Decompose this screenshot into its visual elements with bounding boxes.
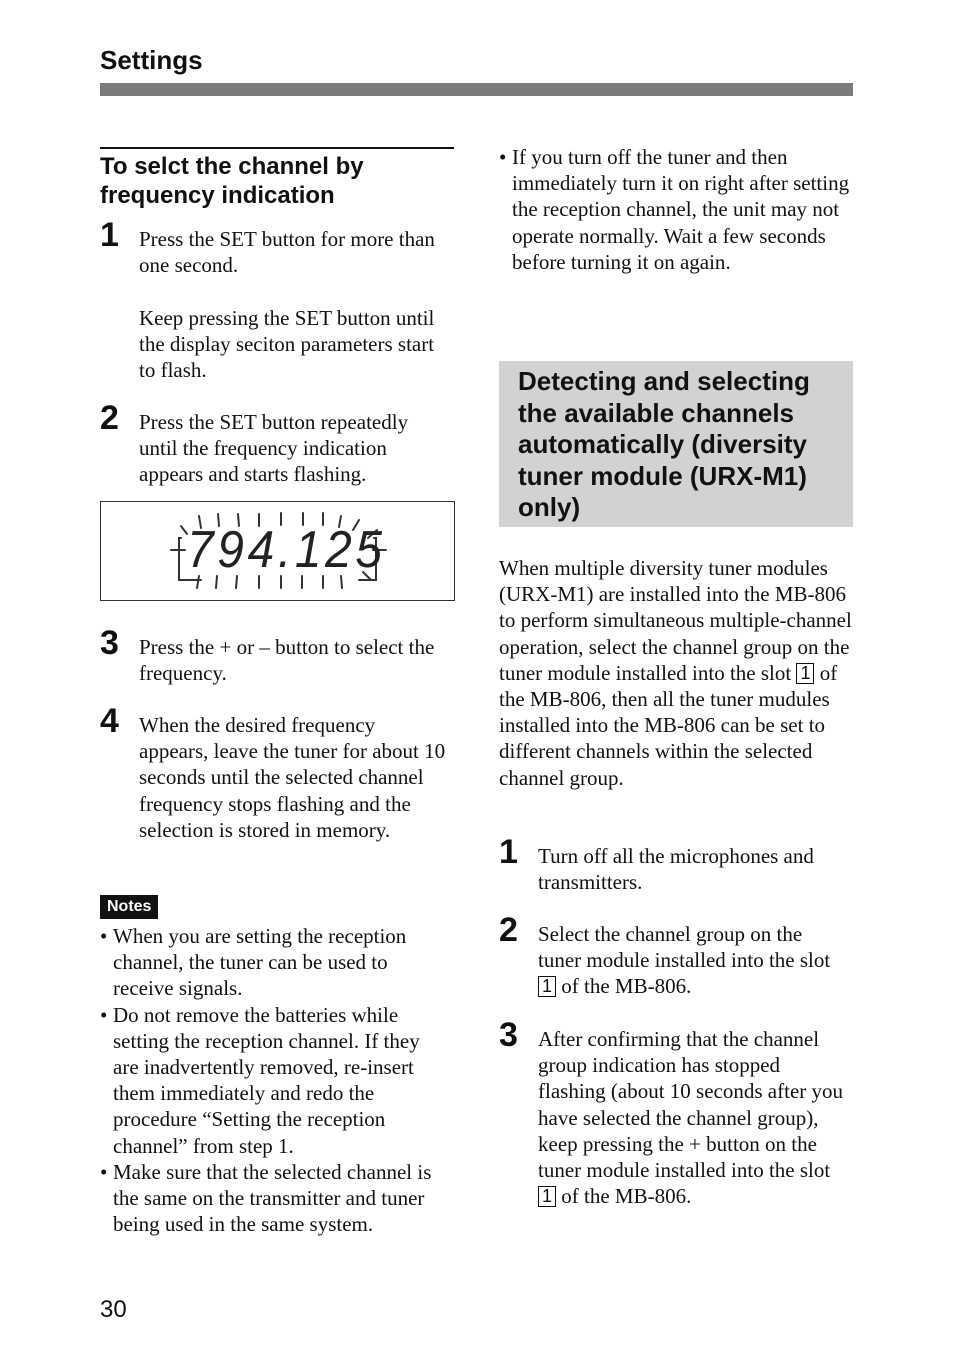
- step-text: [139, 226, 449, 383]
- step-number: 4: [100, 702, 119, 740]
- section-heading: Detecting and selecting the available channels automatically (diversity tuner module (URX-M1) only): [518, 366, 810, 522]
- step-instruction: of the MB-806.: [561, 1184, 692, 1209]
- notes-label: Notes: [100, 895, 158, 919]
- step-number: 1: [100, 216, 119, 254]
- note-item: • Make sure that the selected channel is the same on the transmitter and tuner being used in the same system.: [100, 1159, 450, 1238]
- lcd-frequency-display: [100, 501, 455, 601]
- note-item: • When you are setting the reception channel, the tuner can be used to receive signals.: [100, 923, 450, 1002]
- step-number: 2: [100, 399, 119, 437]
- slot-number-badge: 1: [538, 976, 556, 997]
- section-title: Settings: [100, 45, 203, 75]
- slot-number-badge: 1: [796, 663, 814, 684]
- step-text: Turn off all the microphones and transmitters.: [538, 844, 814, 895]
- subheading: To selct the channel by frequency indication: [100, 147, 454, 210]
- step-instruction: of the MB-806.: [561, 974, 692, 999]
- top-note-list: [499, 144, 853, 275]
- intro-text: When multiple diversity tuner modules (URX-M1) are installed into the MB-806 to perform simultaneous multiple-channel operation, select the channel group on the tuner module installed into the slot: [499, 556, 852, 685]
- step-text: [538, 1026, 850, 1209]
- slot-number-badge: 1: [538, 1186, 556, 1207]
- step-text: Press the SET button repeatedly until the frequency indication appears and starts flashing.: [139, 410, 409, 487]
- intro-paragraph: [499, 555, 853, 791]
- step-text: Press the + or – button to select the frequency.: [139, 635, 435, 686]
- step-text: When the desired frequency appears, leave the tuner for about 10 seconds until the selected channel frequency stops flashing and the selection is stored in memory.: [139, 713, 446, 842]
- note-item: • If you turn off the tuner and then immediately turn it on right after setting the reception channel, the unit may not operate normally. Wait a few seconds before turning it on again.: [499, 144, 853, 275]
- step-instruction: Press the SET button for more than one second.: [139, 227, 435, 278]
- step-number: 3: [100, 624, 119, 662]
- step-detail: Keep pressing the SET button until the display seciton parameters start to flash.: [139, 305, 435, 382]
- note-item: • Do not remove the batteries while setting the reception channel. If they are inadvertently removed, re-insert them immediately and redo the procedure “Setting the reception channel” from step 1.: [100, 1002, 450, 1159]
- step-number: 1: [499, 833, 518, 871]
- header-rule: [100, 83, 853, 96]
- intro-text: of the MB-806, then all the tuner mudules installed into the MB-806 can be set to different channels within the selected channel group.: [499, 660, 838, 790]
- step-number: 3: [499, 1016, 518, 1054]
- lcd-frequency-value: 794.125: [187, 521, 386, 579]
- step-instruction: Select the channel group on the tuner module installed into the slot: [538, 922, 831, 973]
- step-text: [538, 921, 850, 1000]
- section-heading-box: [499, 361, 853, 527]
- page-number: 30: [100, 1296, 127, 1323]
- notes-list: [100, 923, 450, 1237]
- step-number: 2: [499, 911, 518, 949]
- step-instruction: After confirming that the channel group indication has stopped flashing (about 10 seconds after you have selected the channel group), keep pressing the + button on the tuner module installed into the slot: [538, 1027, 844, 1183]
